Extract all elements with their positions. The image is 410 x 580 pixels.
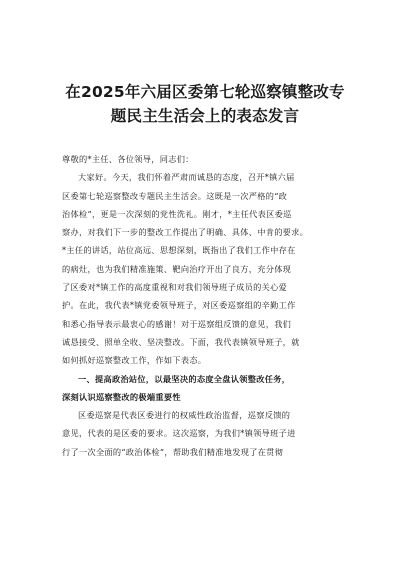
body-line: 护。在此，我代表*镇党委领导班子，对区委巡察组的辛勤工作 <box>62 300 296 311</box>
body-line: 如何抓好巡察整改工作，作如下表态。 <box>62 355 207 366</box>
body-line: 行了一次全面的“政治体检”，帮助我们精准地发现了在贯彻 <box>62 446 284 457</box>
body-line: 了区委对*镇工作的高度重视和对我们领导班子成员的关心爱 <box>62 282 288 293</box>
body-line: *主任的讲话，站位高远、思想深刻，既指出了我们工作中存在 <box>62 245 296 256</box>
section-heading-line: 深刻认识巡察整改的极端重要性 <box>62 391 181 402</box>
body-line: 和悉心指导表示最衷心的感谢！对于巡察组反馈的意见，我们 <box>62 318 292 329</box>
body-line: 诚恳接受、照单全收、坚决整改。下面，我代表镇领导班子，就 <box>62 336 300 347</box>
body-line: 治体检”，更是一次深刻的党性洗礼。刚才，*主任代表区委巡 <box>62 208 292 219</box>
body-line: 意见，代表的是区委的要求。这次巡察，为我们*镇领导班子进 <box>62 428 296 439</box>
body-line: 区委巡察是代表区委进行的权威性政治监督，巡察反馈的 <box>78 410 291 421</box>
section-heading-line: 一、提高政治站位，以最坚决的态度全盘认领整改任务， <box>78 373 291 384</box>
body-line: 区委第七轮巡察整改专题民主生活会。这既是一次严格的“政 <box>62 190 288 201</box>
body-line: 察办，对我们下一步的整改工作提出了明确、具体、中肯的要求。 <box>62 227 309 238</box>
body-line: 的病灶，也为我们精准施策、靶向治疗开出了良方，充分体现 <box>62 263 292 274</box>
title-line-1: 在2025年六届区委第七轮巡察镇整改专 <box>65 83 345 101</box>
document-body <box>62 150 354 461</box>
salutation-line: 尊敬的*主任、各位领导，同志们： <box>62 154 194 164</box>
document-title <box>30 80 380 128</box>
body-line: 大家好。今天，我们怀着严肃而诚恳的态度，召开*镇六届 <box>78 172 295 183</box>
title-line-2: 题民主生活会上的表态发言 <box>110 107 300 125</box>
